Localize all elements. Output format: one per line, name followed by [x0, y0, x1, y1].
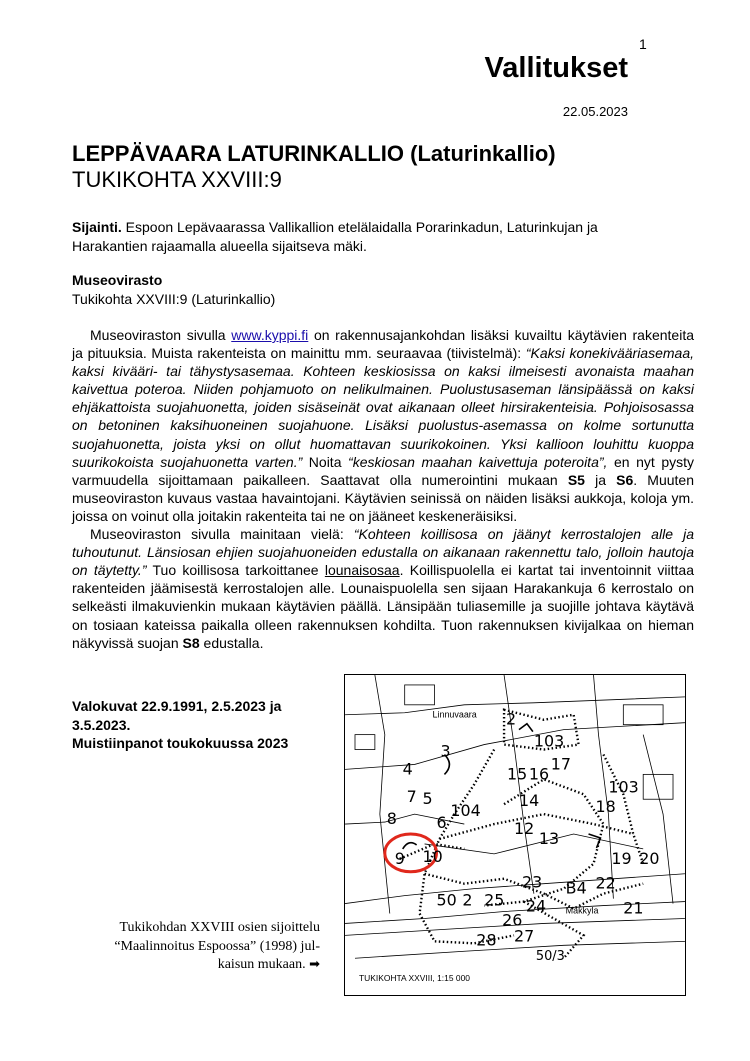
map-number-label: 4 [402, 759, 413, 779]
museovirasto-subtitle: Tukikohta XXVIII:9 (Laturinkallio) [72, 291, 276, 307]
map-number-label: 22 [595, 873, 616, 893]
map-number-label: 20 [639, 848, 660, 868]
map-number-label: 21 [623, 898, 644, 918]
place-label: Makkyla [565, 905, 599, 916]
map-number-label: 9 [394, 848, 405, 868]
map-number-label: 7 [406, 787, 417, 807]
map-number-label: 103 [533, 731, 565, 751]
document-title: Vallitukset [484, 52, 628, 84]
map-number-label: 18 [595, 797, 616, 817]
caption-text: kaisun mukaan. [217, 957, 306, 972]
map-number-label: 17 [550, 754, 572, 774]
map-number-label: 5 [422, 789, 433, 809]
text: Tuo koillisosa tarkoittanee [146, 562, 325, 579]
site-subheading: TUKIKOHTA XXVIII:9 [72, 167, 282, 192]
map-number-label: 2 [506, 709, 517, 729]
map-number-label: 28 [476, 930, 497, 950]
text: Noita [302, 453, 349, 470]
map-number-label: 8 [386, 809, 397, 829]
photos-line: 3.5.2023. [72, 716, 131, 733]
map-number-label: 23 [521, 872, 543, 892]
map-number-label: 50/3 [535, 949, 565, 965]
document-date: 22.05.2023 [562, 104, 628, 119]
map-number-label: 12 [514, 819, 535, 839]
text: on rakennusajankohdan lisäksi kuvailtu käytävien rakenteita ja pituuksia. Muista rakenteista on mainittu mm. seuraavaa (tiivistelmä): [72, 327, 694, 362]
paragraph-1 [72, 326, 694, 525]
text: edustalla. [199, 634, 264, 651]
map-number-label: 104 [450, 801, 481, 821]
underlined-word: lounaisosaa [324, 562, 400, 579]
map-number-label: 103 [608, 777, 639, 797]
text: . Muuten museoviraston kuvaus vastaa havaintojani. Käytävien seinissä on näiden lisäksi aukkoja, koloja ym. joissa on voinut olla joitakin rakenteita tai ne on jääneet keskeneräisiksi. [72, 471, 694, 524]
caption-line [98, 956, 320, 975]
photos-line: Valokuvat 22.9.1991, 2.5.2023 ja [72, 698, 282, 714]
quote: “Kaksi konekivääriasemaa, kaksi kivääri- tai tähystysasemaa. Kohteen keskiosissa on kaksi ilmeisesti avonaista maahan kaivettua poteroa. Niiden pohjamuoto on nelikulmainen. Puolustusaseman länsipäässä on kaksi ehjäkattoista suojahuonetta, joiden sisäseinät ovat aikanaan olleet hirsirakenteisia. Pohjoisosassa on betoninen kaksihuoneinen suojahuone. Lisäksi puolustus-asemassa on kolme sortunutta suojahuonetta, joista yksi on ollut huomattavan suurikokoinen. Yksi kallioon louhittu kuoppa suurikokoista suojahuonetta varten.” [72, 345, 694, 470]
notes-line: Muistiinpanot toukokuussa 2023 [72, 735, 289, 751]
text: ja [584, 471, 617, 488]
bold-ref: S8 [182, 634, 200, 651]
body-text [72, 326, 694, 652]
map-number-label: 27 [514, 926, 535, 946]
photos-note [72, 697, 322, 753]
map-number-label: 6 [436, 813, 447, 833]
kyppi-link[interactable]: www.kyppi.fi [231, 327, 309, 343]
map-number-label: 19 [611, 848, 632, 868]
location-paragraph [72, 218, 642, 256]
bold-ref: S6 [616, 471, 634, 488]
text: . Koillispuolella ei kartat tai inventoinnit viittaa rakenteiden jäämisestä kerrostalojen alle. Lounaispuolella sen sijaan Harakankuja 6 kerrostalo on selkeästi ilmakuvienkin mukaan käytävien päällä. Länsipään tuliasemille ja suojille johtava käytävä on tosiaan kateissa paikalla olleen rakennuksen kohdilta. Tuon rakennuksen kivijalkaa on hieman näkyvissä suojan [72, 562, 694, 651]
bold-ref: S5 [567, 471, 585, 488]
paragraph-2 [72, 525, 694, 652]
site-heading: LEPPÄVAARA LATURINKALLIO (Laturinkallio) [72, 141, 556, 166]
map-number-label: 24 [525, 896, 547, 916]
place-label: Linnuvaara [432, 709, 477, 720]
map-structures [403, 724, 601, 849]
map-caption [98, 919, 320, 975]
caption-line: “Maalinnoitus Espoossa” (1998) jul- [114, 938, 320, 954]
text: en nyt pysty varmuudella sijoittamaan paikalleen. Saattavat olla numerointini mukaan [72, 453, 694, 488]
map-number-label: 15 [507, 764, 528, 784]
page-number: 1 [639, 36, 647, 52]
quote: “Kohteen koillisosa on jäänyt kerrostalojen alle ja tuhoutunut. Länsiosan ehjien suojahuoneiden edustalla on aikanaan rakennettu talo, jolloin hautoja on täytetty.” [72, 526, 694, 579]
map-number-label: 16 [528, 764, 550, 784]
fortification-map [344, 674, 686, 996]
location-text: Espoon Lepävaarassa Vallikallion etelälaidalla Porarinkadun, Laturinkujan ja Harakantien rajaamalla alueella sijaitseva mäki. [72, 219, 598, 254]
map-number-label: 14 [518, 791, 540, 811]
text: Museoviraston sivulla [90, 327, 232, 343]
map-drawing [345, 675, 685, 995]
map-number-label: 10 [422, 846, 443, 866]
map-number-label: 25 [484, 890, 505, 910]
map-number-label: 50 [436, 890, 457, 910]
caption-line: Tukikohdan XXVIII osien sijoittelu [119, 920, 320, 935]
map-number-label: 2 [462, 890, 473, 910]
map-scale-label: TUKIKOHTA XXVIII, 1:15 000 [358, 973, 470, 984]
quote: “keskiosan maahan kaivettuja poteroita”, [348, 453, 608, 470]
text: Museoviraston sivulla mainitaan vielä: [90, 526, 354, 543]
map-number-label: 3 [440, 741, 451, 761]
map-number-label: 26 [502, 910, 523, 930]
location-label: Sijainti. [72, 219, 122, 235]
museovirasto-heading: Museovirasto [72, 272, 163, 288]
right-arrow-icon: ➡ [309, 957, 320, 972]
map-number-label: 13 [538, 828, 560, 848]
map-number-label: B4 [565, 878, 587, 898]
